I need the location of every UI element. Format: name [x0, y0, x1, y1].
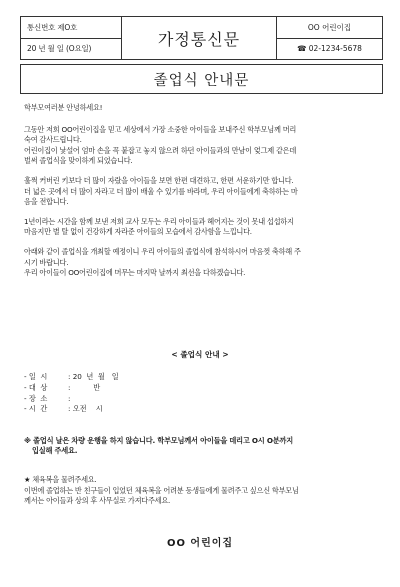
- body-line: 시기 바랍니다.: [24, 257, 69, 267]
- info-label: - 장 소: [24, 393, 48, 403]
- body-line: 숙여 감사드립니다.: [24, 135, 82, 145]
- body-line: 마음지만 별 탈 없이 건강하게 자라준 아이들의 모습에서 감사함을 느낍니다.: [24, 227, 252, 237]
- phone-number: ☎ 02-1234-5678: [277, 38, 382, 60]
- greeting: 학부모여러분 안녕하세요!: [24, 103, 103, 112]
- info-row-place: [24, 394, 119, 405]
- extra-notice: [24, 475, 377, 507]
- info-label: - 시 간: [24, 404, 48, 414]
- info-label: - 일 시: [24, 372, 48, 381]
- body-line: 1년이라는 시간을 함께 보낸 저희 교사 모두는 우리 아이들과 헤어지는 것이 못내 섭섭하지: [24, 216, 294, 226]
- info-row-time: [24, 404, 119, 415]
- info-value: : 반: [68, 382, 101, 392]
- body-line: 벌써 졸업식을 맞이하게 되었습니다.: [24, 156, 133, 166]
- info-row-target: [24, 383, 119, 394]
- body-line: 우리 아이들이 OO어린이집에 머무는 마지막 날까지 최선을 다하겠습니다.: [24, 268, 246, 278]
- paragraph: [24, 247, 377, 279]
- notice-line: ※ 졸업식 날은 차량 운행을 하지 않습니다. 학부모님께서 아이들을 데리고 O시 O분까지: [24, 436, 293, 445]
- body-line: 아래와 같이 졸업식을 개최할 예정이니 우리 아이들의 졸업식에 참석하시어 마음껏 축하해 주: [24, 246, 301, 256]
- info-value: : 오전 시: [68, 404, 103, 414]
- body-line: 그동안 저희 OO어린이집을 믿고 세상에서 가장 소중한 아이들을 보내주신 학부모님께 머리: [24, 124, 297, 134]
- info-label: - 대 상: [24, 382, 48, 392]
- paragraph: [24, 125, 377, 167]
- document-title: 졸업식 안내문: [20, 64, 383, 94]
- paragraph: [24, 217, 377, 238]
- header-left: [21, 17, 122, 59]
- extra-line: 이번에 졸업하는 반 친구들이 입었던 체육복을 어려분 동생들에게 물려주고 싶으신 학부모님: [24, 485, 299, 495]
- info-row-date: [24, 372, 119, 383]
- body-text: [24, 103, 377, 288]
- school-name: OO 어린이집: [307, 22, 352, 32]
- newsletter-title: 가정통신문: [157, 29, 241, 49]
- header-right: [276, 17, 382, 59]
- info-value: :: [68, 393, 71, 403]
- header-box: [20, 16, 383, 60]
- body-line: 음을 전합니다.: [24, 197, 69, 207]
- notice: [24, 436, 377, 457]
- issue-date: 20 년 월 일 (O요일): [21, 38, 121, 60]
- extra-line: 께서는 아이들과 상의 후 사무실로 가져다주세요.: [24, 496, 171, 506]
- info-title: < 졸업식 안내 >: [171, 350, 229, 359]
- paragraph: [24, 176, 377, 208]
- info-value: : 20 년 월 일: [68, 372, 119, 381]
- extra-heading: ★ 체육복을 물려주세요.: [24, 475, 97, 484]
- body-line: 어린이집이 낯설어 엄마 손을 꼭 붙잡고 놓지 않으려 하던 아이들과의 만남이 엊그제 같은데: [24, 145, 297, 155]
- footer-signature: OO 어린이집: [166, 538, 234, 549]
- body-line: 훌쩍 커버린 키보다 더 많이 자랐을 아이들을 보면 한편 대견하고, 한편 서운하기만 합니다.: [24, 175, 294, 185]
- body-line: 더 넓은 곳에서 더 많이 자라고 더 많이 배울 수 있기를 바라며, 우리 아이들에게 축하하는 마: [24, 186, 298, 196]
- notice-line: 입실해 주세요.: [32, 446, 78, 456]
- info-list: [24, 372, 119, 415]
- issue-number: 통신번호 제O호: [27, 22, 78, 32]
